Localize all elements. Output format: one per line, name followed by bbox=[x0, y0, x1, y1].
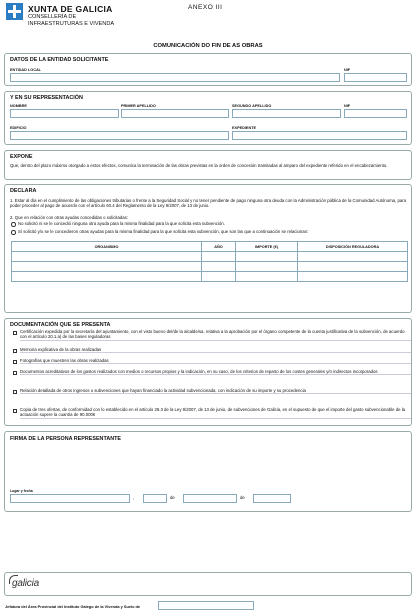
documentation-section bbox=[4, 318, 412, 426]
galicia-logo: galicia bbox=[12, 578, 39, 589]
doc-item-text: Certificación expedida por la secretaría del ayuntamiento, con el visto bueno del/de la alcalde/sa, relativa a la aprobación por el órgano competente de la cuenta justificativa de la subvención, de acuerdo con el artículo 20.1.a) de las bases reguladoras bbox=[20, 329, 411, 341]
entity-label: ENTIDAD LOCAL bbox=[10, 68, 42, 72]
aid-cell[interactable] bbox=[298, 252, 408, 262]
annex-label: ANEXO III bbox=[188, 4, 223, 11]
col-regulation: DISPOSICIÓN REGULADORA bbox=[298, 242, 408, 252]
aid-cell[interactable] bbox=[298, 262, 408, 272]
other-aid-table bbox=[11, 241, 408, 282]
other-aid-label: Sí solicitó y/o se le concedieron otras ayudas para la misma finalidad para la que solicita esta subvención, que son las que a continuación se relacionan: bbox=[18, 229, 309, 234]
no-other-aid-label: No solicitó ni se le concedió ninguna otra ayuda para la misma finalidad para la que solicita esta subvención. bbox=[18, 221, 225, 226]
aid-cell[interactable] bbox=[202, 272, 236, 282]
doc-item-text: Documentos acreditativos de los gastos realizados con medios o recursos propios y la indicación, en su caso, de los criterios de reparto de los costes generales y/o indirectos incorporados bbox=[20, 369, 411, 375]
representative-section-title: Y EN SU REPRESENTACIÓN bbox=[10, 95, 83, 101]
file-label: EXPEDIENTE bbox=[232, 126, 257, 130]
doc-item-text: Fotografías que muestren las obras realizadas bbox=[20, 358, 411, 364]
doc-item-text: Memoria explicativa de la obras realizadas bbox=[20, 347, 411, 353]
representative-nif-field[interactable] bbox=[344, 109, 407, 118]
doc-checkbox[interactable] bbox=[13, 331, 17, 335]
doc-checkbox[interactable] bbox=[13, 409, 17, 413]
declara-item-1: 1. Estar al día en el cumplimiento de las obligaciones tributarias o frente a la Seguridad Social y no tener pendiente de pago ninguna otra deuda con la Administración pública de la Comunidad Autónoma, para poder proceder al pago de acuerdo con el artículo 60.4 del Reglamento de la Ley 9/2007, de 13 de junio. bbox=[10, 198, 407, 209]
applicant-nif-label: NIF bbox=[344, 68, 351, 72]
other-aid-radio[interactable] bbox=[11, 230, 16, 235]
applicant-nif-field[interactable] bbox=[344, 73, 407, 82]
surname2-label: SEGUNDO APELLIDO bbox=[232, 104, 272, 108]
applicant-section-title: DATOS DE LA ENTIDAD SOLICITANTE bbox=[10, 57, 109, 63]
doc-checkbox[interactable] bbox=[13, 360, 17, 364]
documentation-title: DOCUMENTACIÓN QUE SE PRESENTA bbox=[10, 322, 111, 328]
recipient-label: Jefatura del Área Provincial del Instituto Galego de la Vivenda y Suelo de bbox=[5, 604, 141, 609]
building-field[interactable] bbox=[10, 131, 229, 140]
doc-item bbox=[13, 388, 411, 400]
aid-cell[interactable] bbox=[236, 262, 298, 272]
building-label: EDIFICIO bbox=[10, 126, 27, 130]
expone-text: Que, dentro del plazo máximo otorgado a estos efectos, comunica la terminación de las obras previstas en la orden de concesión tramitadas al amparo del expediente referido en el encabezamiento. bbox=[10, 163, 388, 168]
applicant-section bbox=[4, 53, 412, 86]
no-other-aid-radio[interactable] bbox=[11, 222, 16, 227]
col-year: AÑO bbox=[202, 242, 236, 252]
doc-item bbox=[13, 407, 411, 419]
aid-cell[interactable] bbox=[202, 262, 236, 272]
footer-box bbox=[4, 572, 412, 596]
name-label: NOMBRE bbox=[10, 104, 27, 108]
name-field[interactable] bbox=[10, 109, 119, 118]
aid-table-row bbox=[12, 262, 408, 272]
aid-cell[interactable] bbox=[298, 272, 408, 282]
doc-item bbox=[13, 347, 411, 354]
doc-item-text: Copia de tres ofertas, de conformidad con lo establecido en el artículo 29.3 de la Ley 9/2007, de 13 de junio, de subvenciones de Galicia, en el supuesto de que el importe del gasto subvencionable de la actuación supere la cuantía de 90.000€ bbox=[20, 407, 411, 419]
doc-checkbox[interactable] bbox=[13, 390, 17, 394]
de-separator-1: de bbox=[170, 495, 175, 500]
document-title: COMUNICACIÓN DO FIN DE AS OBRAS bbox=[153, 43, 263, 49]
file-field[interactable] bbox=[232, 131, 407, 140]
entity-field[interactable] bbox=[10, 73, 340, 82]
aid-cell[interactable] bbox=[202, 252, 236, 262]
doc-checkbox[interactable] bbox=[13, 371, 17, 375]
de-separator-2: de bbox=[240, 495, 245, 500]
signature-section bbox=[4, 431, 412, 512]
aid-cell[interactable] bbox=[236, 252, 298, 262]
surname2-field[interactable] bbox=[232, 109, 341, 118]
aid-table-row bbox=[12, 272, 408, 282]
org-name: XUNTA DE GALICIA bbox=[28, 4, 113, 14]
dept-line-1: CONSELLERÍA DE bbox=[28, 14, 77, 20]
surname1-field[interactable] bbox=[121, 109, 229, 118]
doc-item bbox=[13, 358, 411, 365]
comma-separator: , bbox=[133, 495, 135, 500]
aid-cell[interactable] bbox=[12, 272, 202, 282]
expone-title: EXPONE bbox=[10, 154, 33, 160]
aid-table-header bbox=[12, 242, 408, 252]
doc-item-text: Relación detallada de otros ingresos o subvenciones que hayan financiado la actividad subvencionada, con indicación de su importe y su procedencia bbox=[20, 388, 411, 394]
representative-section bbox=[4, 91, 412, 145]
doc-item bbox=[13, 329, 411, 341]
aid-table-row bbox=[12, 252, 408, 262]
representative-nif-label: NIF bbox=[344, 104, 351, 108]
doc-checkbox[interactable] bbox=[13, 349, 17, 353]
aid-cell[interactable] bbox=[12, 262, 202, 272]
day-field[interactable] bbox=[143, 494, 167, 503]
aid-cell[interactable] bbox=[12, 252, 202, 262]
col-organismo: ORGANISMO bbox=[12, 242, 202, 252]
expone-section bbox=[4, 150, 412, 180]
org-department bbox=[28, 14, 138, 27]
declara-item-2: 2. Que en relación con otras ayudas concedidas o solicitadas: bbox=[10, 215, 128, 220]
surname1-label: PRIMER APELLIDO bbox=[121, 104, 156, 108]
declara-section bbox=[4, 184, 412, 313]
province-field[interactable] bbox=[158, 601, 254, 610]
xunta-logo-icon bbox=[6, 3, 23, 20]
signature-title: FIRMA DE LA PERSONA REPRESENTANTE bbox=[10, 436, 122, 442]
col-amount: IMPORTE (€) bbox=[236, 242, 298, 252]
dept-line-2: INFRAESTRUTURAS E VIVENDA bbox=[28, 20, 115, 27]
declara-title: DECLARA bbox=[10, 188, 37, 194]
place-field[interactable] bbox=[10, 494, 130, 503]
month-field[interactable] bbox=[183, 494, 237, 503]
doc-item bbox=[13, 369, 411, 381]
aid-cell[interactable] bbox=[236, 272, 298, 282]
place-date-label: Lugar y fecha bbox=[10, 489, 33, 493]
year-field[interactable] bbox=[253, 494, 291, 503]
